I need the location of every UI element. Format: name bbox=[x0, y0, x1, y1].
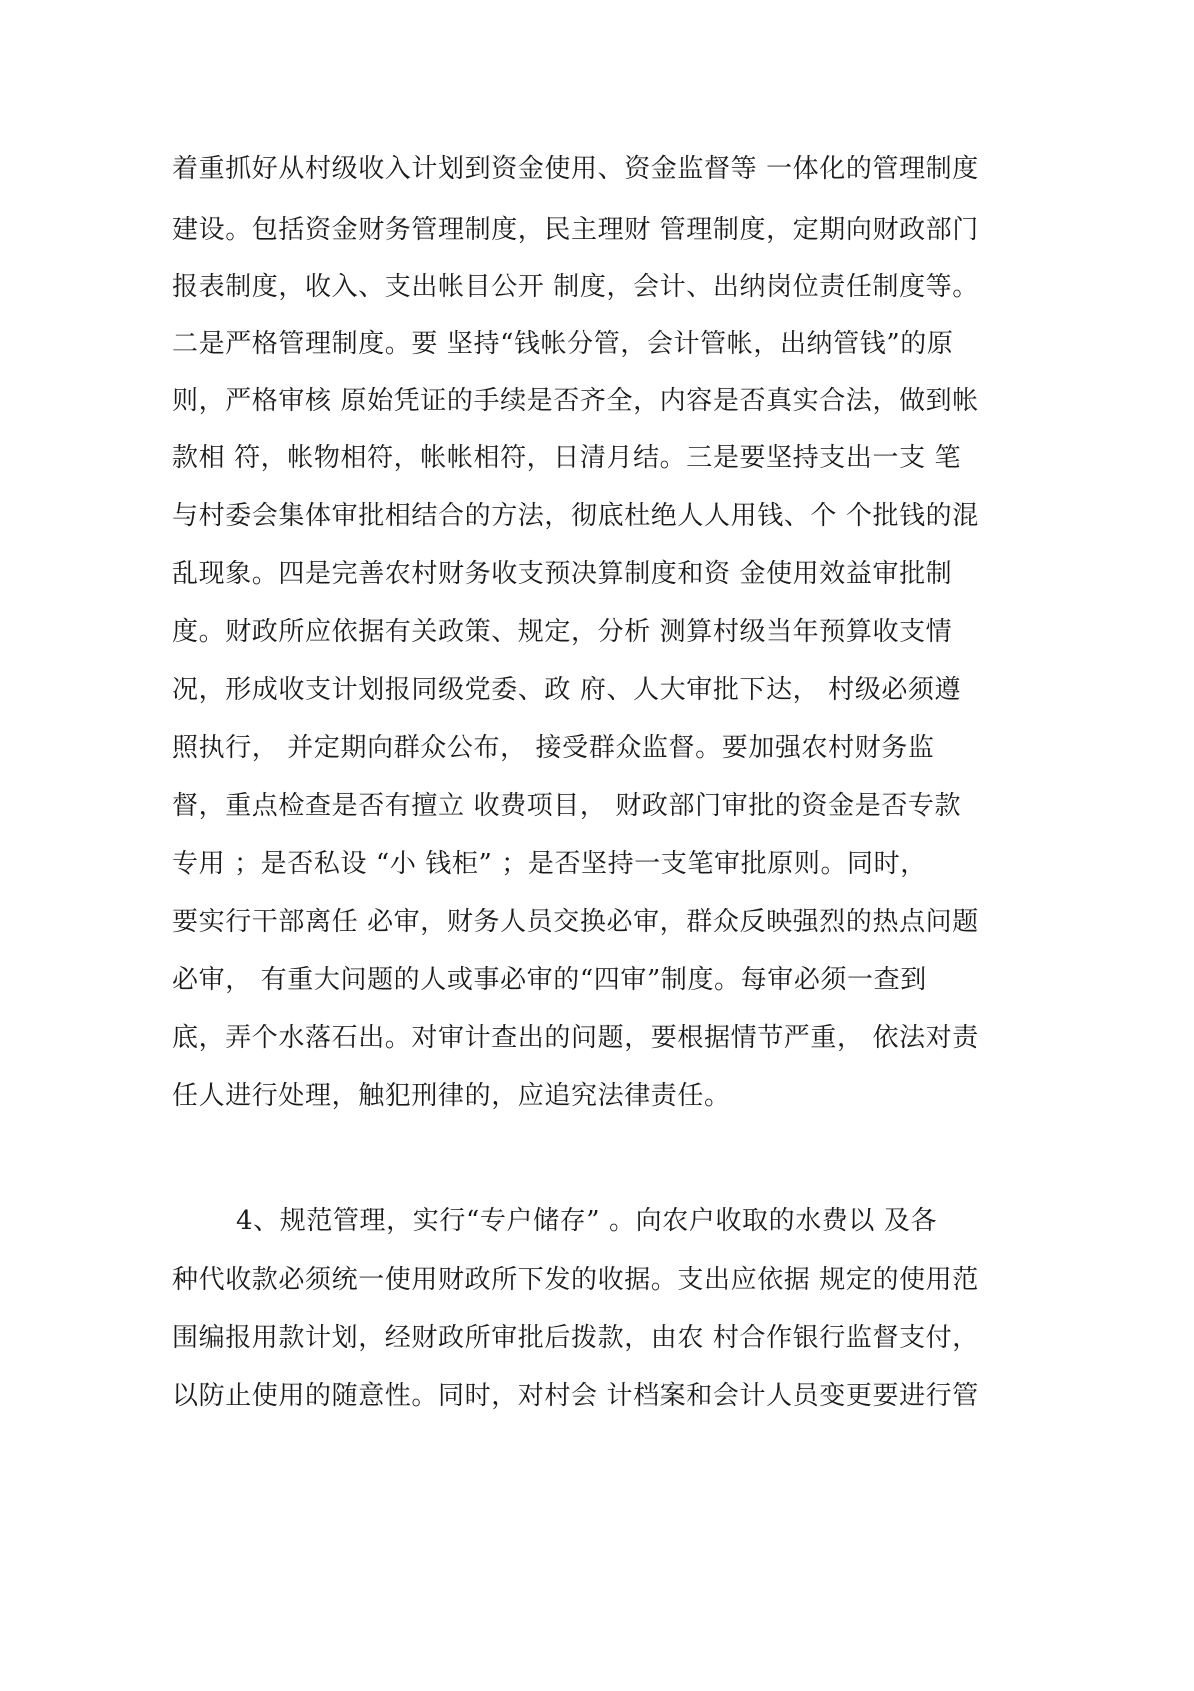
text-line: 以防止使用的随意性。同时，对村会 计档案和会计人员变更要进行管 bbox=[172, 1381, 979, 1411]
text-line: 必审， 有重大问题的人或事必审的“四审”制度。每审必须一查到 bbox=[172, 965, 927, 995]
text-line: 着重抓好从村级收入计划到资金使用、资金监督等 一体化的管理制度 bbox=[172, 154, 979, 184]
text-line: 照执行， 并定期向群众公布， 接受群众监督。要加强农村财务监 bbox=[172, 733, 935, 763]
text-line: 督，重点检查是否有擅立 收费项目， 财政部门审批的资金是否专款 bbox=[172, 791, 962, 821]
text-line: 种代收款必须统一使用财政所下发的收据。支出应依据 规定的使用范 bbox=[172, 1265, 979, 1295]
text-line: 任人进行处理，触犯刑律的，应追究法律责任。 bbox=[172, 1081, 731, 1111]
text-line: 二是严格管理制度。要 坚持“钱帐分管，会计管帐，出纳管钱”的原 bbox=[172, 329, 954, 359]
text-line: 度。财政所应依据有关政策、规定，分析 测算村级当年预算收支情 bbox=[172, 617, 953, 647]
text-line: 底，弄个水落石出。对审计查出的问题，要根据情节严重， 依法对责 bbox=[172, 1023, 979, 1053]
text-line: 报表制度，收入、支出帐目公开 制度，会计、出纳岗位责任制度等。 bbox=[172, 272, 979, 302]
text-line: 款相 符，帐物相符，帐帐相符，日清月结。三是要坚持支出一支 笔 bbox=[172, 443, 962, 473]
text-line: 则，严格审核 原始凭证的手续是否齐全，内容是否真实合法，做到帐 bbox=[172, 386, 979, 416]
text-line: 建设。包括资金财务管理制度，民主理财 管理制度，定期向财政部门 bbox=[172, 215, 979, 245]
text-line: 况，形成收支计划报同级党委、政 府、人大审批下达， 村级必须遵 bbox=[172, 675, 962, 705]
text-line: 与村委会集体审批相结合的方法，彻底杜绝人人用钱、个 个批钱的混 bbox=[172, 501, 979, 531]
text-line: 乱现象。四是完善农村财务收支预决算制度和资 金使用效益审批制 bbox=[172, 559, 953, 589]
text-line: 围编报用款计划，经财政所审批后拨款，由农 村合作银行监督支付， bbox=[172, 1323, 979, 1353]
text-line: 4、规范管理，实行“专户储存” 。向农户收取的水费以 及各 bbox=[236, 1206, 938, 1236]
text-line: 专用 ；是否私设 “小 钱柜” ；是否坚持一支笔审批原则。同时， bbox=[172, 849, 927, 879]
text-line: 要实行干部离任 必审，财务人员交换必审，群众反映强烈的热点问题 bbox=[172, 907, 979, 937]
